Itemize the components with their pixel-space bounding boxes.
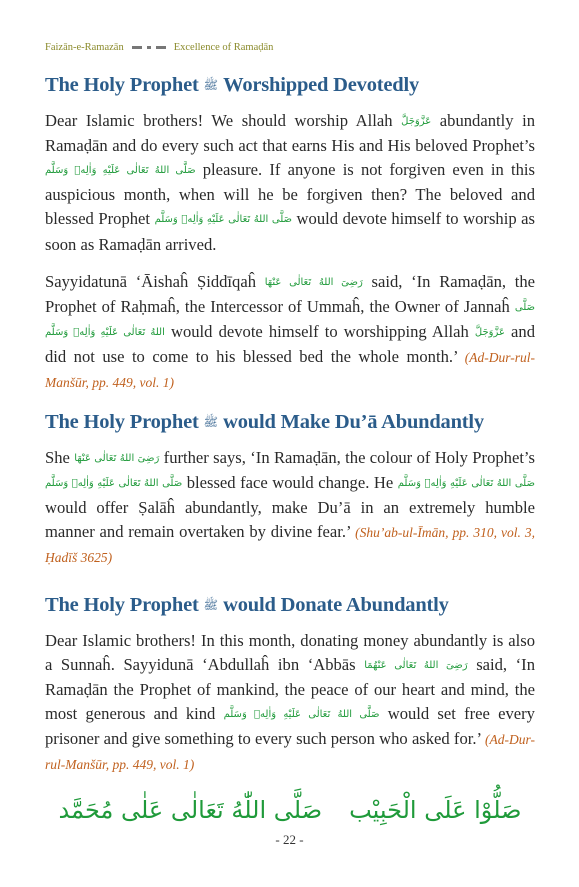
salutation-glyph: ﷺ bbox=[203, 77, 219, 92]
salutation-glyph: ﷺ bbox=[203, 414, 219, 429]
section-worshipped-devotedly bbox=[45, 74, 535, 408]
arabic-honorific: صَلَّى اللهُ تَعَالٰى عَلَيْهِ وَاٰلِهٖ وَسَلَّم bbox=[154, 214, 292, 226]
arabic-honorific: صَلَّى اللهُ تَعَالٰى عَلَيْهِ وَاٰلِهٖ وَسَلَّم bbox=[45, 301, 535, 339]
book-title: Faizān-e-Ramazān bbox=[45, 41, 124, 53]
arabic-honorific: رَضِیَ اللهُ تَعَالٰی عَنْهُمَا bbox=[364, 660, 468, 672]
arabic-honorific: عَزَّوَجَلَّ bbox=[401, 116, 432, 128]
paragraph: She رَضِیَ اللهُ تَعَالٰی عَنْهَا further says, ‘In Ramaḍān, the colour of Holy Prophet’s صَلَّى اللهُ تَعَالٰى عَلَيْهِ وَاٰلِهٖ وَسَلَّم blessed face would change. He صَلَّى اللهُ تَعَالٰى عَلَيْهِ وَاٰلِهٖ وَسَلَّم would offer Ṣalāĥ abundantly, make Du’ā in an extremely humble manner and remain overtaken by divine fear.’ (Shu’ab-ul-Īmān, pp. 310, vol. 3, Ḥadīš 3625) bbox=[45, 448, 535, 566]
reference-citation: (Ad-Dur-rul-Manšūr, pp. 449, vol. 1) bbox=[45, 350, 535, 391]
arabic-honorific: صَلَّى اللهُ تَعَالٰى عَلَيْهِ وَاٰلِهٖ وَسَلَّم bbox=[45, 478, 183, 490]
reference-citation: (Shu’ab-ul-Īmān, pp. 310, vol. 3, Ḥadīš 3625) bbox=[45, 525, 535, 566]
separator-dot bbox=[147, 46, 151, 49]
separator-dash bbox=[132, 46, 142, 49]
section-heading: The Holy Prophet ﷺ would Donate Abundantly bbox=[45, 594, 449, 616]
paragraph: Sayyidatunā ‘Āishaĥ Ṣiddīqaĥ رَضِیَ اللهُ تَعَالٰی عَنْهَا said, ‘In Ramaḍān, the Prophet of Raḥmaĥ, the Intercessor of Ummaĥ, the Owner of Jannaĥ صَلَّى اللهُ تَعَالٰى عَلَيْهِ وَاٰلِهٖ وَسَلَّم would devote himself to worshipping Allah عَزَّوَجَلَّ and did not use to come to his blessed bed the whole month.’ (Ad-Dur-rul-Manšūr, pp. 449, vol. 1) bbox=[45, 271, 536, 391]
arabic-honorific: عَزَّوَجَلَّ bbox=[474, 327, 505, 339]
calligraphy-salutation bbox=[45, 790, 535, 830]
arabic-honorific: صَلَّى اللهُ تَعَالٰى عَلَيْهِ وَاٰلِهٖ وَسَلَّم bbox=[45, 165, 196, 177]
paragraph: Dear Islamic brothers! We should worship Allah عَزَّوَجَلَّ abundantly in Ramaḍān and do every such act that earns His and His beloved Prophet’s صَلَّى اللهُ تَعَالٰى عَلَيْهِ وَاٰلِهٖ وَسَلَّم pleasure. If anyone is not forgiven even in this auspicious month, when will he be forgiven then? The beloved and blessed Prophet صَلَّى اللهُ تَعَالٰى عَلَيْهِ وَاٰلِهٖ وَسَلَّم would devote himself to worship as soon as Ramaḍān arrived. bbox=[45, 111, 536, 254]
salutation-glyph: ﷺ bbox=[203, 597, 219, 612]
arabic-honorific: رَضِیَ اللهُ تَعَالٰی عَنْهَا bbox=[264, 276, 363, 288]
paragraph: Dear Islamic brothers! In this month, donating money abundantly is also a Sunnaĥ. Sayyidunā ‘Abdullaĥ ibn ‘Abbās رَضِیَ اللهُ تَعَالٰی عَنْهُمَا said, ‘In Ramaḍān the Prophet of mankind, the peace of our heart and mind, the most generous and kind صَلَّى اللهُ تَعَالٰى عَلَيْهِ وَاٰلِهٖ وَسَلَّم would set free every prisoner and give something to every such person who asked for.’ (Ad-Dur-rul-Manšūr, pp. 449, vol. 1) bbox=[45, 631, 535, 773]
calligraphy-sallu-alal-habib: صَلُّوْا عَلَى الْحَبِيْب bbox=[349, 796, 522, 824]
section-donate-abundantly bbox=[45, 594, 535, 790]
reference-citation: (Ad-Dur-rul-Manšūr, pp. 449, vol. 1) bbox=[45, 732, 535, 773]
page-number: - 22 - bbox=[275, 832, 304, 847]
chapter-title: Excellence of Ramaḍān bbox=[173, 41, 274, 53]
calligraphy-sallallahu-ala-muhammad: صَلَّى اللّٰهُ تَعَالٰى عَلٰى مُحَمَّد bbox=[58, 796, 323, 824]
running-header bbox=[45, 40, 549, 54]
arabic-honorific: صَلَّى اللهُ تَعَالٰى عَلَيْهِ وَاٰلِهٖ وَسَلَّم bbox=[223, 709, 380, 721]
arabic-honorific: صَلَّى اللهُ تَعَالٰى عَلَيْهِ وَاٰلِهٖ وَسَلَّم bbox=[397, 478, 535, 490]
separator-dash bbox=[156, 46, 166, 49]
section-make-dua-abundantly bbox=[45, 411, 535, 583]
header-separator bbox=[132, 46, 166, 49]
section-heading: The Holy Prophet ﷺ Worshipped Devotedly bbox=[45, 74, 420, 96]
section-heading: The Holy Prophet ﷺ would Make Du’ā Abundantly bbox=[45, 411, 484, 433]
arabic-honorific: رَضِیَ اللهُ تَعَالٰی عَنْهَا bbox=[74, 453, 160, 465]
